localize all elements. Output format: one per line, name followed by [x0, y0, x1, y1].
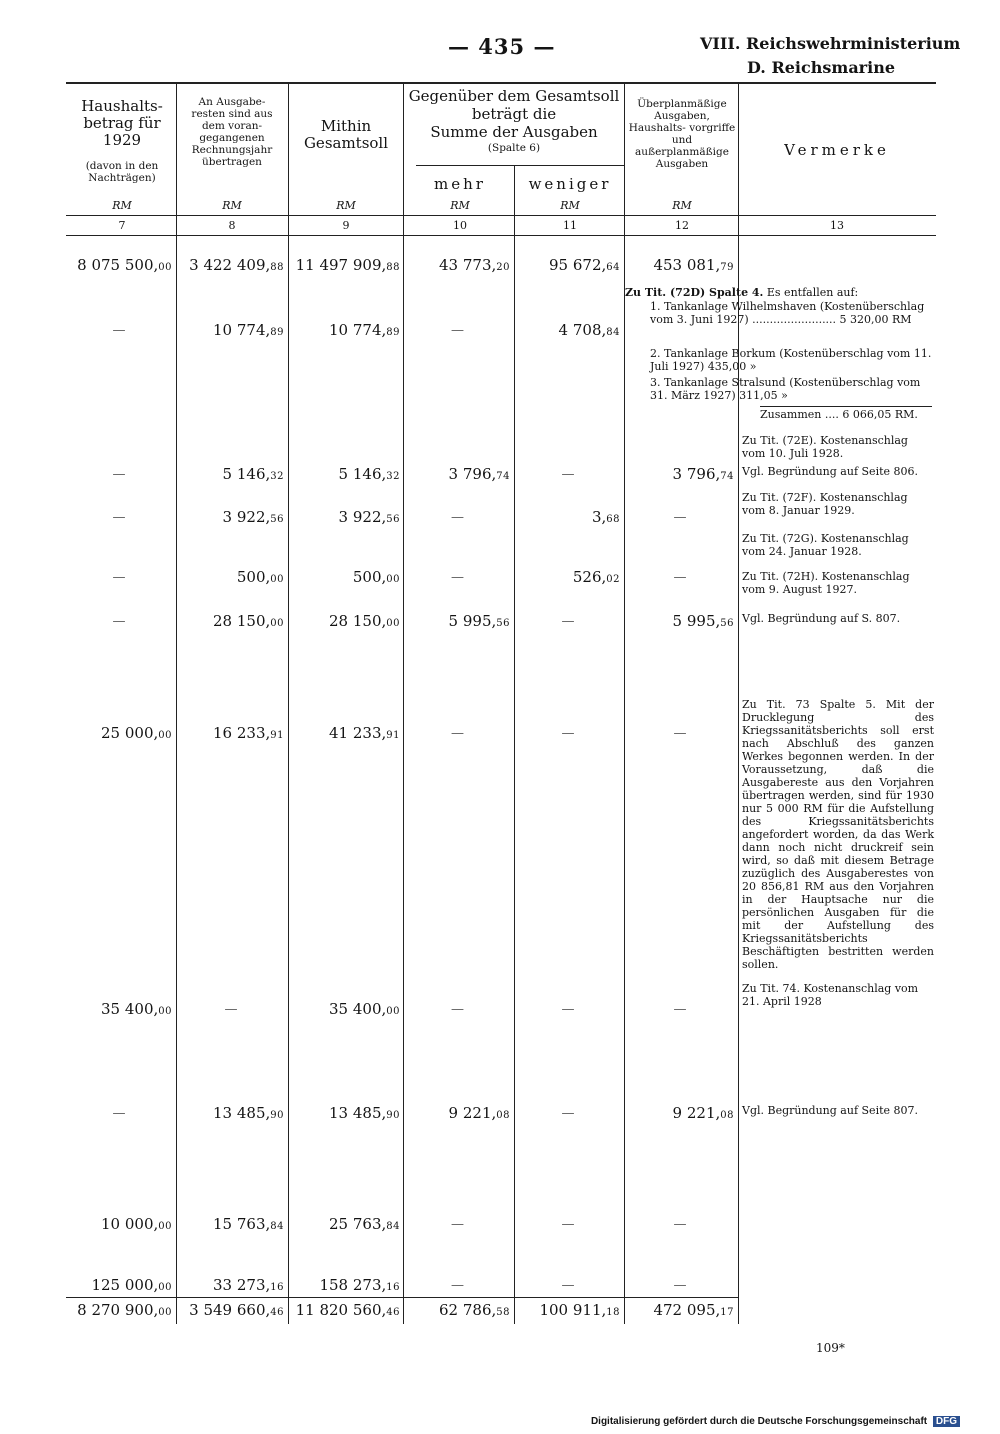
table-top-rule [66, 82, 936, 84]
table-cell-r10-c8: 15 763,84 [213, 1215, 284, 1233]
note-72d-text: Es entfallen auf: [766, 286, 859, 299]
table-cell-r6-c8: 28 150,00 [213, 612, 284, 630]
table-cell-r8-c8: — [224, 1002, 238, 1017]
table-cell-r7-c8: 16 233,91 [213, 724, 284, 742]
col12-number: 12 [675, 219, 689, 232]
col13-number: 13 [830, 219, 844, 232]
col10-number: 10 [453, 219, 467, 232]
group-header-line2: beträgt die [471, 105, 557, 123]
col11-number: 11 [563, 219, 577, 232]
table-cell-r5-c7: — [112, 570, 126, 585]
table-cell-r8-c10: — [451, 1002, 464, 1017]
table-cell-r8-c9: 35 400,00 [329, 1000, 400, 1018]
col-divider-8-9 [288, 84, 289, 1324]
col8-number: 8 [228, 219, 236, 232]
col13-header: Vermerke [784, 141, 890, 159]
table-cell-r11-c12: — [673, 1278, 687, 1293]
col9-header: Mithin Gesamtsoll [303, 117, 389, 152]
table-cell-r12-c10: 62 786,58 [439, 1301, 510, 1319]
table-cell-r7-c9: 41 233,91 [329, 724, 400, 742]
table-cell-r4-c11: 3,68 [591, 508, 620, 526]
table-cell-r3-c8: 5 146,32 [222, 465, 284, 483]
col12-header: Überplanmäßige Ausgaben, Haushalts- vorgriffe und außerplanmäßige Ausgaben [628, 98, 736, 170]
col-divider-11-12 [624, 84, 625, 1324]
col-divider-10-11 [514, 166, 515, 1324]
table-cell-r7-c11: — [561, 726, 575, 741]
table-cell-r2-c7: — [112, 323, 126, 338]
table-cell-r12-c11: 100 911,18 [539, 1301, 620, 1319]
note-807b: Vgl. Begründung auf Seite 807. [742, 1104, 918, 1117]
table-cell-r1-c7: 8 075 500,00 [77, 256, 172, 274]
footer-text: Digitalisierung gefördert durch die Deutsche Forschungsgemeinschaft [590, 1416, 928, 1427]
table-cell-r3-c12: 3 796,74 [672, 465, 734, 483]
col-divider-9-10 [403, 84, 404, 1324]
table-cell-r5-c8: 500,00 [236, 568, 284, 586]
col7-unit: RM [112, 199, 132, 212]
total-rule [66, 1297, 738, 1298]
note-72f: Zu Tit. (72F). Kostenanschlag vom 8. Januar 1929. [742, 491, 908, 517]
col7-header: Haushalts- betrag für 1929 [81, 97, 163, 149]
table-cell-r6-c10: 5 995,56 [448, 612, 510, 630]
table-cell-r7-c12: — [673, 726, 687, 741]
table-cell-r11-c7: 125 000,00 [91, 1276, 172, 1294]
table-cell-r12-c7: 8 270 900,00 [77, 1301, 172, 1319]
table-cell-r1-c11: 95 672,64 [549, 256, 620, 274]
group-header-line3: Summe der Ausgaben [430, 123, 598, 141]
dfg-logo: DFG [933, 1416, 960, 1427]
note-72g: Zu Tit. (72G). Kostenanschlag vom 24. Januar 1928. [742, 532, 909, 558]
table-cell-r12-c9: 11 820 560,46 [295, 1301, 400, 1319]
note-72e: Zu Tit. (72E). Kostenanschlag vom 10. Juli 1928. [742, 434, 908, 460]
table-cell-r10-c12: — [673, 1217, 687, 1232]
table-cell-r10-c11: — [561, 1217, 575, 1232]
note-73: Zu Tit. 73 Spalte 5. Mit der Drucklegung des Kriegssanitätsberichts soll erst nach Abschluß des ganzen Werkes begonnen werden. In der Voraussetzung, daß die Ausgabereste aus den Vorjahren übertragen werden, sind für 1930 nur 5 000 RM für die Aufstellung des Kriegssanitätsberichts angefordert worden, da das Werk dann noch nicht druckreif sein wird, so daß mit diesem Betrage zuzüglich des Ausgaberestes von 20 856,81 RM aus den Vorjahren in der Hauptsache nur die persönlichen Ausgaben für die mit der Aufstellung des Kriegssanitätsberichts Beschäftigten bestritten werden sollen. [742, 698, 934, 971]
table-cell-r8-c12: — [673, 1002, 687, 1017]
col9-unit: RM [336, 199, 356, 212]
table-cell-r10-c7: 10 000,00 [101, 1215, 172, 1233]
note-72d-item1: 1. Tankanlage Wilhelmshaven (Kostenüberschlag vom 3. Juni 1927) ........................ 5 320,00 RM [650, 300, 925, 326]
table-cell-r11-c8: 33 273,16 [213, 1276, 284, 1294]
col10-unit: RM [450, 199, 470, 212]
page-footer-number: 109* [816, 1341, 845, 1355]
page-number: — 435 — [448, 34, 556, 59]
table-cell-r5-c11: 526,02 [572, 568, 620, 586]
table-cell-r12-c12: 472 095,17 [653, 1301, 734, 1319]
table-cell-r7-c10: — [451, 726, 464, 741]
table-cell-r12-c8: 3 549 660,46 [189, 1301, 284, 1319]
note-72h: Zu Tit. (72H). Kostenanschlag vom 9. August 1927. [742, 570, 910, 596]
table-cell-r11-c9: 158 273,16 [319, 1276, 400, 1294]
table-cell-r10-c10: — [451, 1217, 464, 1232]
digitization-footer [591, 1416, 960, 1427]
table-cell-r5-c12: — [673, 570, 687, 585]
table-cell-r5-c9: 500,00 [352, 568, 400, 586]
table-cell-r2-c8: 10 774,89 [213, 321, 284, 339]
table-cell-r10-c9: 25 763,84 [329, 1215, 400, 1233]
col9-number: 9 [342, 219, 350, 232]
table-cell-r3-c9: 5 146,32 [338, 465, 400, 483]
table-cell-r8-c11: — [561, 1002, 575, 1017]
table-cell-r1-c9: 11 497 909,88 [295, 256, 400, 274]
col7-number: 7 [118, 219, 126, 232]
table-cell-r9-c12: 9 221,08 [672, 1104, 734, 1122]
table-cell-r1-c10: 43 773,20 [439, 256, 510, 274]
table-cell-r1-c12: 453 081,79 [653, 256, 734, 274]
note-72d-sum: Zusammen .... 6 066,05 RM. [760, 406, 932, 421]
table-cell-r9-c7: — [112, 1106, 126, 1121]
table-cell-r3-c10: 3 796,74 [448, 465, 510, 483]
table-cell-r5-c10: — [451, 570, 464, 585]
table-cell-r2-c9: 10 774,89 [329, 321, 400, 339]
note-74: Zu Tit. 74. Kostenanschlag vom 21. April 1928 [742, 982, 919, 1008]
table-cell-r9-c8: 13 485,90 [213, 1104, 284, 1122]
table-cell-r9-c9: 13 485,90 [329, 1104, 400, 1122]
table-cell-r4-c8: 3 922,56 [222, 508, 284, 526]
col7-subheader: (davon in den Nachträgen) [85, 160, 159, 184]
table-cell-r4-c9: 3 922,56 [338, 508, 400, 526]
col10-header: mehr [434, 175, 486, 193]
table-cell-r6-c12: 5 995,56 [672, 612, 734, 630]
table-cell-r6-c11: — [561, 614, 575, 629]
group-header-line1: Gegenüber dem Gesamtsoll [408, 87, 620, 105]
table-cell-r1-c8: 3 422 409,88 [189, 256, 284, 274]
group-header-rule [416, 165, 624, 166]
table-cell-r3-c7: — [112, 467, 126, 482]
section-title: VIII. Reichswehrministerium [700, 34, 961, 53]
table-cell-r6-c7: — [112, 614, 126, 629]
note-72d-head: Zu Tit. (72D) Spalte 4. [625, 286, 764, 299]
table-cell-r4-c7: — [112, 510, 126, 525]
note-806: Vgl. Begründung auf Seite 806. [742, 465, 918, 478]
table-cell-r4-c12: — [673, 510, 687, 525]
note-72d [625, 286, 935, 299]
unit-rule [66, 215, 936, 216]
col12-unit: RM [672, 199, 692, 212]
table-cell-r11-c11: — [561, 1278, 575, 1293]
header-bottom-rule [66, 235, 936, 236]
subsection-title: D. Reichsmarine [747, 58, 895, 77]
col8-header: An Ausgabe- resten sind aus dem voran- gegangenen Rechnungsjahr übertragen [191, 96, 273, 168]
note-72d-item3: 3. Tankanlage Stralsund (Kostenüberschlag vom 31. März 1927) 311,05 » [650, 376, 921, 402]
table-cell-r11-c10: — [451, 1278, 464, 1293]
col8-unit: RM [222, 199, 242, 212]
note-72d-item2: 2. Tankanlage Borkum (Kostenüberschlag vom 11. Juli 1927) 435,00 » [650, 347, 932, 373]
table-cell-r2-c10: — [451, 323, 464, 338]
table-cell-r7-c7: 25 000,00 [101, 724, 172, 742]
col11-unit: RM [560, 199, 580, 212]
table-cell-r9-c10: 9 221,08 [448, 1104, 510, 1122]
table-cell-r4-c10: — [451, 510, 464, 525]
table-cell-r3-c11: — [561, 467, 575, 482]
table-cell-r9-c11: — [561, 1106, 575, 1121]
note-807a: Vgl. Begründung auf S. 807. [742, 612, 901, 625]
col11-header: weniger [528, 175, 612, 193]
col-divider-7-8 [176, 84, 177, 1324]
col-divider-12-13 [738, 84, 739, 1324]
table-cell-r2-c11: 4 708,84 [558, 321, 620, 339]
table-cell-r8-c7: 35 400,00 [101, 1000, 172, 1018]
group-header-line4: (Spalte 6) [487, 142, 541, 154]
table-cell-r6-c9: 28 150,00 [329, 612, 400, 630]
